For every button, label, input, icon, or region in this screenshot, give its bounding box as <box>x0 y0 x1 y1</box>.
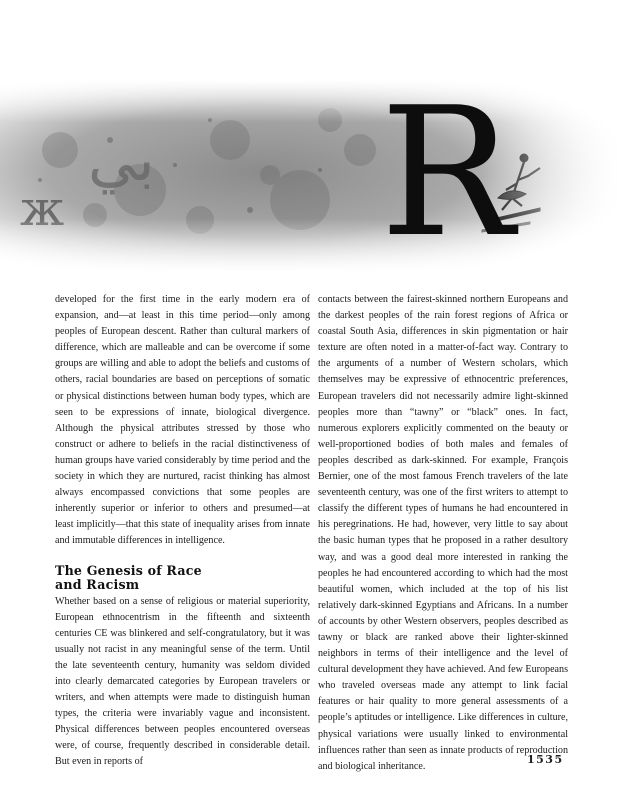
left-column <box>55 292 310 771</box>
banner-texture <box>0 69 617 276</box>
decorative-banner <box>0 69 617 276</box>
drop-cap-letter: R <box>380 69 515 276</box>
section-heading-line-2: and Racism <box>55 576 140 592</box>
page-number: 1535 <box>527 753 564 766</box>
section-heading-line-1: The Genesis of Race <box>55 562 202 578</box>
section-paragraph: Whether based on a sense of religious or material superiority, European ethnocentrism in the fifteenth and sixteenth centuries CE was blinkered and self-congratulatory, but it was usually not racist in any meaningful sense of the term. Until the late seventeenth century, humanity was seldom divided into clearly demarcated categories by European travelers or writers, and when attempts were made to distinguish human types, the criteria were invariably vague and inconsistent. Physical differences between peoples encountered overseas were, of course, frequently described in considerable detail. But even in reports of <box>55 595 310 768</box>
intro-paragraph: developed for the first time in the early modern era of expansion, and—at least in this time period—only among peoples of European descent. Rather than cultural markers of difference, which are malleable and can be overcome if some groups are willing and able to adopt the beliefs and customs of others, racial boundaries are based on perceptions of somatic or physical distinctions between human body types, which are seen to be expressions of innate, biological divergence. Although the physical attributes stressed by those who construct or adhere to beliefs in the racial distinctiveness of human groups have varied considerably by time period and the society in which they are nurtured, racist thinking has almost always encompassed convictions that some peoples are inherently superior or inferior to others and presumed—at least implicitly—that this state of inequality arises from innate and immutable differences in intelligence. <box>55 294 310 547</box>
section-heading <box>55 564 310 592</box>
right-column <box>318 292 568 775</box>
right-paragraph: contacts between the fairest-skinned northern Europeans and the darkest peoples of the rain forest regions of Africa or coastal South Asia, differences in skin pigmentation or hair texture are often noted in a matter-of-fact way. Contrary to the arguments of a number of Western scholars, which themselves may be expressive of ethnocentric preferences, European travelers did not necessarily admire light-skinned peoples more than “tawny” or “black” ones. In fact, numerous explorers explicitly commented on the beauty or well-proportioned bodies of both males and females of peoples described as dark-skinned. For example, François Bernier, one of the most famous French travelers of the late seventeenth century, was one of the first writers to attempt to classify the different types of humans he had encountered in his peregrinations. He had, however, very little to say about the basic human types that he proposed in a rather desultory way, and was a good deal more interested in ranking the peoples he had encountered according to which had the most beautiful women, which included at the top of his list relatively dark-skinned Egyptians and Africans. In a number of accounts by other Western observers, peoples described as tawny or black are ranked above their lighter-skinned neighbors in terms of their intelligence and the level of cultural development they have achieved. And few Europeans who traveled overseas made any attempt to link facial features or hair quality to more general assessments of a people’s aptitudes or intelligence. Like differences in culture, physical variations were usually linked to environmental influences rather than seen as innate products of reproduction and biological inheritance. <box>318 294 569 772</box>
